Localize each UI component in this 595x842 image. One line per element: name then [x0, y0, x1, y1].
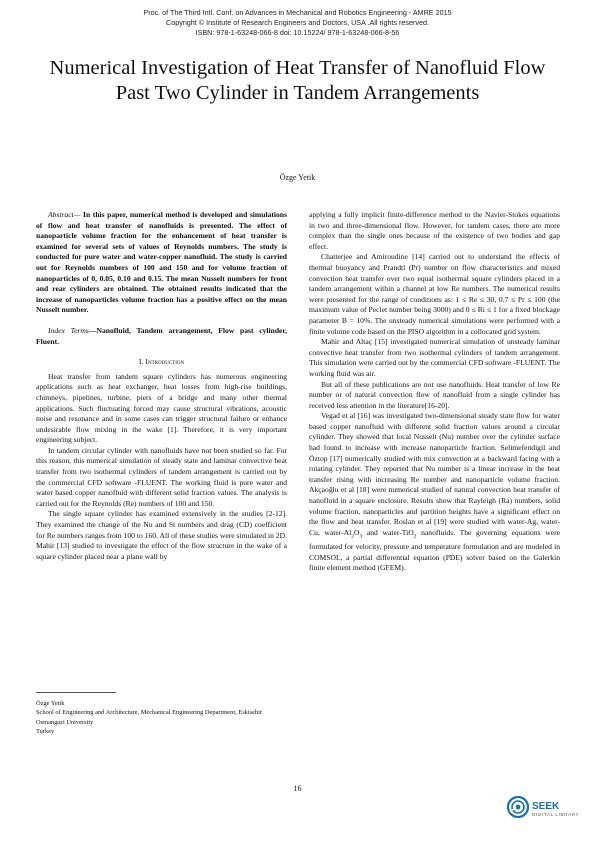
intro-paragraph-3: The single square cylinder has examined extensively in the studies [2-12]. They examined the change of the Nu and St numbers and drag (CD) coefficient for Re numbers ranges from 100 to 160. All of these studies were simulated in 2D. Mahir [13] studied to investigate the effect of the flow structure in the wake of a square cylinder placed near a plane wall by	[36, 509, 287, 561]
subscript-o3: 3	[359, 533, 363, 540]
footnote-country: Turkey	[36, 728, 55, 736]
right-paragraph-nanofluids: But all of these publications are not use nanofluids. Heat transfer of low Re number or of natural convection flow of nanofluid from a single cylinder has received less attention in the literature[16-20].	[309, 379, 560, 410]
author-footnote	[36, 692, 287, 737]
and-water-ti: and water-TiO	[362, 527, 414, 537]
right-paragraph-vegad	[309, 411, 560, 573]
right-paragraph-chatterjee: Chatterjee and Amiroudine [14] carried out to understand the effects of thermal buoyancy and Prandtl (Pr) number on flow characteristics and mixed convection heat transfer over two equal isothermal square cylinders placed in a tandem arrangement within a channel at low Re numbers. The numerical results were presented for the range of conditions as: 1 ≤ Re ≤ 30, 0.7 ≤ Pr ≤ 100 (the maximum value of Peclet number being 3000) and 0 ≤ Ri ≤ 1 for a fixed blockage parameter B = 10%. The unsteady numerical simulations were performed with a finite volume code based on the PISO algorithm in a collocated grid system.	[309, 252, 560, 336]
footnote-author: Özge Yetik	[36, 700, 65, 707]
conference-header	[0, 8, 595, 38]
author-name: Özge Yetik	[279, 173, 316, 182]
right-column	[309, 210, 560, 574]
footnote-affiliation: School of Engineering and Architecture, Mechanical Engineering Department, Eskisehir Osmangazi University	[36, 709, 263, 726]
header-line-copyright: Copyright © Institute of Research Engineers and Doctors, USA .All rights reserved.	[166, 18, 429, 27]
index-terms-text: —Nanofluid, Tandem arrangement, Flow past cylinder, Fluent.	[36, 325, 287, 346]
seek-logo-icon	[507, 796, 529, 823]
abstract-label: Abstract—	[48, 210, 81, 219]
subscript-al2: 2	[351, 533, 354, 540]
right-paragraph-mahir: Mahir and Altaç [15] investigated numerical simulation of unsteady laminar convective heat transfer from two isothermal cylinders of tandem arrangement. This simulation were carried out by the commercial CFD software -FLUENT. The working fluid was air.	[309, 337, 560, 378]
header-line-proceedings: Proc. of The Third Intl. Conf. on Advances in Mechanical and Robotics Engineering - AMRE 2015	[143, 8, 452, 17]
right-paragraph-continuation: applying a fully implicit finite-difference method to the Navier-Stokes equations in two and three-dimensional flow. However, for tandem cases, there are more complex than the single ones because of the existence of two bodies and gap effect.	[309, 210, 560, 251]
header-line-isbn: ISBN: 978-1-63248-066-8 doi: 10.15224/ 978-1-63248-066-8-56	[195, 28, 400, 37]
intro-paragraph-1: Heat transfer from tandem square cylinders has numerous engineering applications such as heat exchanger, heat losses from high-rise buildings, chimneys, pipelines, turbine, piers of a bridge and many other thermal applications. Such fluctuating forced may cause structural vibrations, acoustic noise and resonance and in some cases can trigger structural failure or enhance undesirable flow mixing in the wake [1]. Therefore, it is very important engineering subject.	[36, 371, 287, 445]
paper-title: Numerical Investigation of Heat Transfer of Nanofluid Flow Past Two Cylinder in Tandem Arrangements	[49, 57, 546, 104]
seek-digital-library-logo	[507, 796, 579, 823]
oxide-o: O	[354, 527, 360, 537]
page-number: 16	[293, 784, 302, 793]
intro-paragraph-2: In tandem circular cylinder with nanofluids have not been studied so far. For this reason, this numerical simulation of steady state and laminar convective heat transfer from two isothermal cylinders of tandem arrangement is carried out by the commercial CFD software -FLUENT. The working fluid is pure water and water based copper nanofluid with different solid fraction values. The analysis is carried out for the Reynolds (Re) numbers of 100 and 150.	[36, 445, 287, 508]
index-terms	[36, 326, 287, 347]
footnote-rule	[36, 692, 116, 693]
logo-main-text: SEEK	[532, 801, 560, 812]
section-heading-introduction: I. Introduction	[138, 357, 185, 367]
subscript-tio2: 2	[413, 533, 417, 540]
logo-sub-text: DIGITAL LIBRARY	[532, 812, 580, 817]
abstract	[36, 210, 287, 316]
left-column	[36, 210, 287, 562]
abstract-text: In this paper, numerical method is developed and simulations of flow and heat transfer of nanofluids is presented. The effect of nanoparticle volume fraction for the enhancement of heat transfer is examined for several sets of values of Reynolds numbers. The study is conducted for pure water and water-copper nanofluid. The study is carried out for Reynolds numbers of 100 and 150 and for volume fraction of nanoparticles of 0, 0.05, 0.10 and 0.15. The mean Nusselt numbers for front and rear cylinders are obtained. The obtained results indicated that the increase of nanoparticles volume fraction has a positive effect on the mean Nusselt number.	[36, 210, 287, 315]
index-terms-label: Index Terms	[48, 325, 89, 335]
vegad-text-b: nanofluids. The governing equations were formulated for velocity, pressure and temperature formulation and are modeled in COMSOL, a partial differential equation (PDE) solver based on the Galerkin finite element method (GFEM).	[309, 527, 561, 573]
vegad-text-a: Vegad et al [16] was investigated two-dimensional steady state flow for water based copper nanofluid with different solid fraction values around a circular cylinder. They showed that local Nusselt (Nu) number over the cylinder surface had found to increase with increase nanoparticle fraction. Selimefendigil and Öztop [17] numerically studied with mix convection at a backward facing with a rotating cylinder. They reported that Nu number is a linear increase in the heat transfer rising with increasing Re number and nanoparticle volume fraction. Akçaoğlu et al [18] were numerical studied of natural convection heat transfer of nanofluid in a square enclosure. Results show that Rayleigh (Ra) numbers, solid volume fraction, nanoparticles and partition heights have a significant effect on the flow and heat transfer. Roslan et al [19] were studied with water-Ag, water-Cu, water-Al	[309, 411, 560, 537]
